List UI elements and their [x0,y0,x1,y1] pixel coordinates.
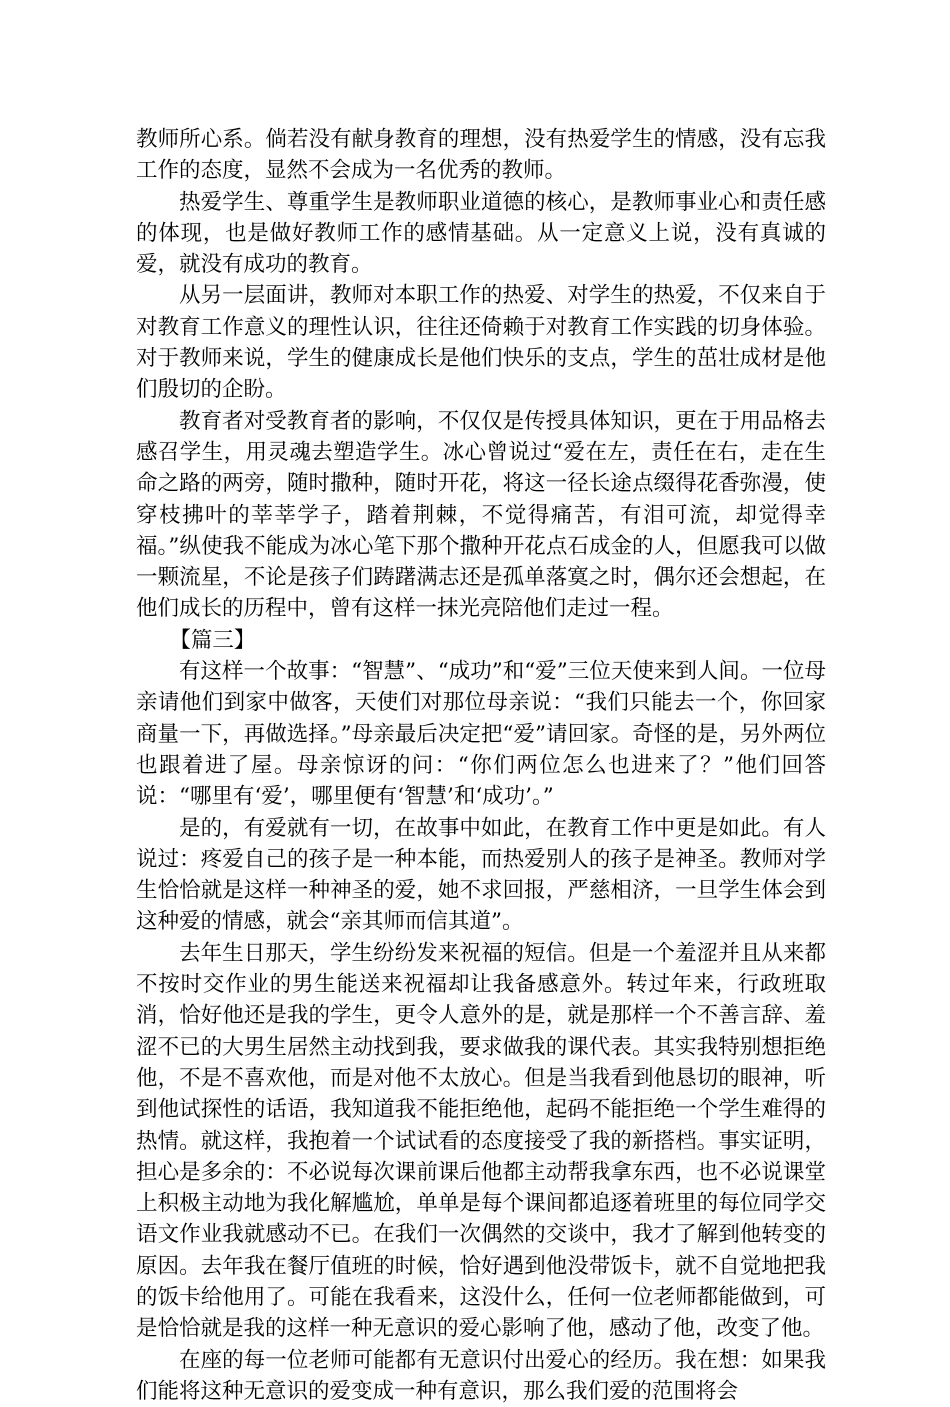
paragraph: 在座的每一位老师可能都有无意识付出爱心的经历。我在想：如果我们能将这种无意识的爱变成一种有意识，那么我们爱的范围将会 [136,1347,826,1404]
paragraph: 教师所心系。倘若没有献身教育的理想，没有热爱学生的情感，没有忘我工作的态度，显然不会成为一名优秀的教师。 [136,127,826,184]
paragraph: 从另一层面讲，教师对本职工作的热爱、对学生的热爱，不仅来自于对教育工作意义的理性认识，往往还倚赖于对教育工作实践的切身体验。对于教师来说，学生的健康成长是他们快乐的支点，学生的茁壮成材是他们殷切的企盼。 [136,283,826,403]
paragraph: 热爱学生、尊重学生是教师职业道德的核心，是教师事业心和责任感的体现，也是做好教师工作的感情基础。从一定意义上说，没有真诚的爱，就没有成功的教育。 [136,189,826,278]
document-body [136,124,826,1407]
paragraph: 教育者对受教育者的影响，不仅仅是传授具体知识，更在于用品格去感召学生，用灵魂去塑造学生。冰心曾说过“爱在左，责任在右，走在生命之路的两旁，随时撒种，随时开花，将这一径长途点缀得花香弥漫，使穿枝拂叶的莘莘学子，踏着荆棘，不觉得痛苦，有泪可流，却觉得幸福。”纵使我不能成为冰心笔下那个撒种开花点石成金的人，但愿我可以做一颗流星，不论是孩子们踌躇满志还是孤单落寞之时，偶尔还会想起，在他们成长的历程中，曾有这样一抹光亮陪他们走过一程。 [136,408,826,622]
paragraph: 是的，有爱就有一切，在故事中如此，在教育工作中更是如此。有人说过：疼爱自己的孩子是一种本能，而热爱别人的孩子是神圣。教师对学生恰恰就是这样一种神圣的爱，她不求回报，严慈相济，一旦学生体会到这种爱的情感，就会“亲其师而信其道”。 [136,815,826,935]
paragraph: 有这样一个故事：“智慧”、“成功”和“爱”三位天使来到人间。一位母亲请他们到家中做客，天使们对那位母亲说：“我们只能去一个，你回家商量一下，再做选择。”母亲最后决定把“爱”请回家。奇怪的是，另外两位也跟着进了屋。母亲惊讶的问：“你们两位怎么也进来了？”他们回答说：“哪里有‘爱’，哪里便有‘智慧’和‘成功’。” [136,659,826,810]
section-heading: 【篇三】 [169,627,256,653]
paragraph: 去年生日那天，学生纷纷发来祝福的短信。但是一个羞涩并且从来都不按时交作业的男生能送来祝福却让我备感意外。转过年来，行政班取消，恰好他还是我的学生，更令人意外的是，就是那样一个不善言辞、羞涩不已的大男生居然主动找到我，要求做我的课代表。其实我特别想拒绝他，不是不喜欢他，而是对他不太放心。但是当我看到他恳切的眼神，听到他试探性的话语，我知道我不能拒绝他，起码不能拒绝一个学生难得的热情。就这样，我抱着一个试试看的态度接受了我的新搭档。事实证明，担心是多余的：不必说每次课前课后他都主动帮我拿东西，也不必说课堂上积极主动地为我化解尴尬，单单是每个课间都追逐着班里的每位同学交语文作业我就感动不已。在我们一次偶然的交谈中，我才了解到他转变的原因。去年我在餐厅值班的时候，恰好遇到他没带饭卡，就不自觉地把我的饭卡给他用了。可能在我看来，这没什么，任何一位老师都能做到，可是恰恰就是我的这样一种无意识的爱心影响了他，感动了他，改变了他。 [136,940,826,1342]
